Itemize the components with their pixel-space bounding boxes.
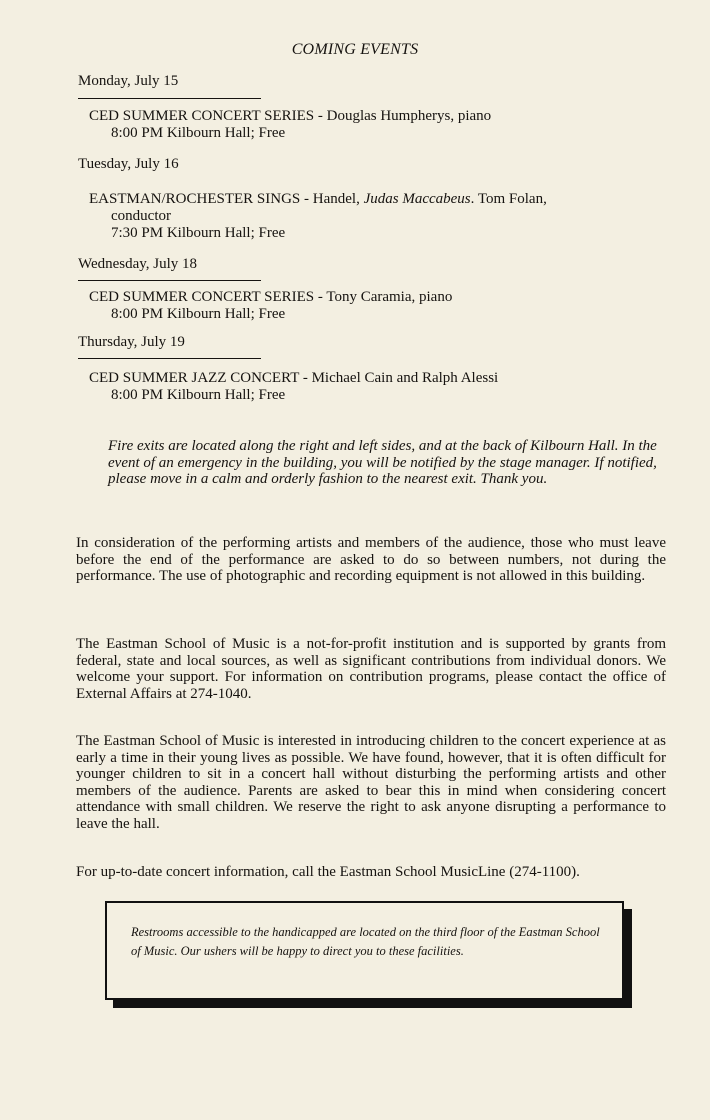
event-time-place: 8:00 PM Kilbourn Hall; Free [111, 306, 286, 322]
event-conductor: conductor [111, 208, 171, 224]
event-thursday [89, 370, 669, 404]
fire-exit-notice: Fire exits are located along the right and left sides, and at the back of Kilbourn Hall. In the event of an emergency in the building, you will be notified by the stage manager. If notified, please move in a calm and orderly fashion to the nearest exit. Thank you. [108, 438, 657, 487]
day-underline [78, 358, 261, 359]
event-title: CED SUMMER CONCERT SERIES - Douglas Humpherys, piano [89, 108, 492, 124]
courtesy-paragraph: In consideration of the performing artists and members of the audience, those who must leave before the end of the performance are asked to do so between numbers, not during the performance. The use of photographic and recording equipment is not allowed in this building. [76, 535, 666, 584]
event-title-text-end: . Tom Folan, [470, 191, 547, 207]
event-day-thursday: Thursday, July 19 [78, 334, 185, 350]
event-time-place: 8:00 PM Kilbourn Hall; Free [111, 387, 286, 403]
event-title: CED SUMMER CONCERT SERIES - Tony Caramia, piano [89, 289, 453, 305]
musicline-paragraph: For up-to-date concert information, call the Eastman School MusicLine (274-1100). [76, 864, 580, 880]
support-paragraph: The Eastman School of Music is a not-for-profit institution and is supported by grants from federal, state and local sources, as well as significant contributions from individual donors. We welcome your support. For information on contribution programs, please contact the office of External Affairs at 274-1040. [76, 636, 666, 702]
work-title: Judas Maccabeus [363, 191, 471, 207]
event-title: CED SUMMER JAZZ CONCERT - Michael Cain and Ralph Alessi [89, 370, 499, 386]
day-underline [78, 280, 261, 281]
restroom-notice-box [105, 901, 624, 1000]
day-underline [78, 98, 261, 99]
event-wednesday [89, 289, 669, 323]
event-day-monday: Monday, July 15 [78, 73, 179, 89]
event-time-place: 7:30 PM Kilbourn Hall; Free [111, 225, 286, 241]
coming-events-heading: COMING EVENTS [291, 41, 419, 58]
event-time-place: 8:00 PM Kilbourn Hall; Free [111, 125, 286, 141]
event-day-tuesday: Tuesday, July 16 [78, 156, 179, 172]
event-title-text: EASTMAN/ROCHESTER SINGS - Handel, [89, 191, 364, 207]
event-day-wednesday: Wednesday, July 18 [78, 256, 198, 272]
restroom-notice: Restrooms accessible to the handicapped are located on the third floor of the Eastman School of Music. Our ushers will be happy to direct you to these facilities. [131, 925, 600, 958]
event-monday [89, 108, 669, 142]
event-title [89, 191, 669, 208]
event-tuesday [89, 191, 669, 242]
children-paragraph: The Eastman School of Music is interested in introducing children to the concert experience at as early a time in their young lives as possible. We have found, however, that it is often difficult for younger children to sit in a concert hall without disturbing the performing artists and other members of the audience. Parents are asked to bear this in mind when considering concert attendance with small children. We reserve the right to ask anyone disrupting a performance to leave the hall. [76, 733, 666, 832]
